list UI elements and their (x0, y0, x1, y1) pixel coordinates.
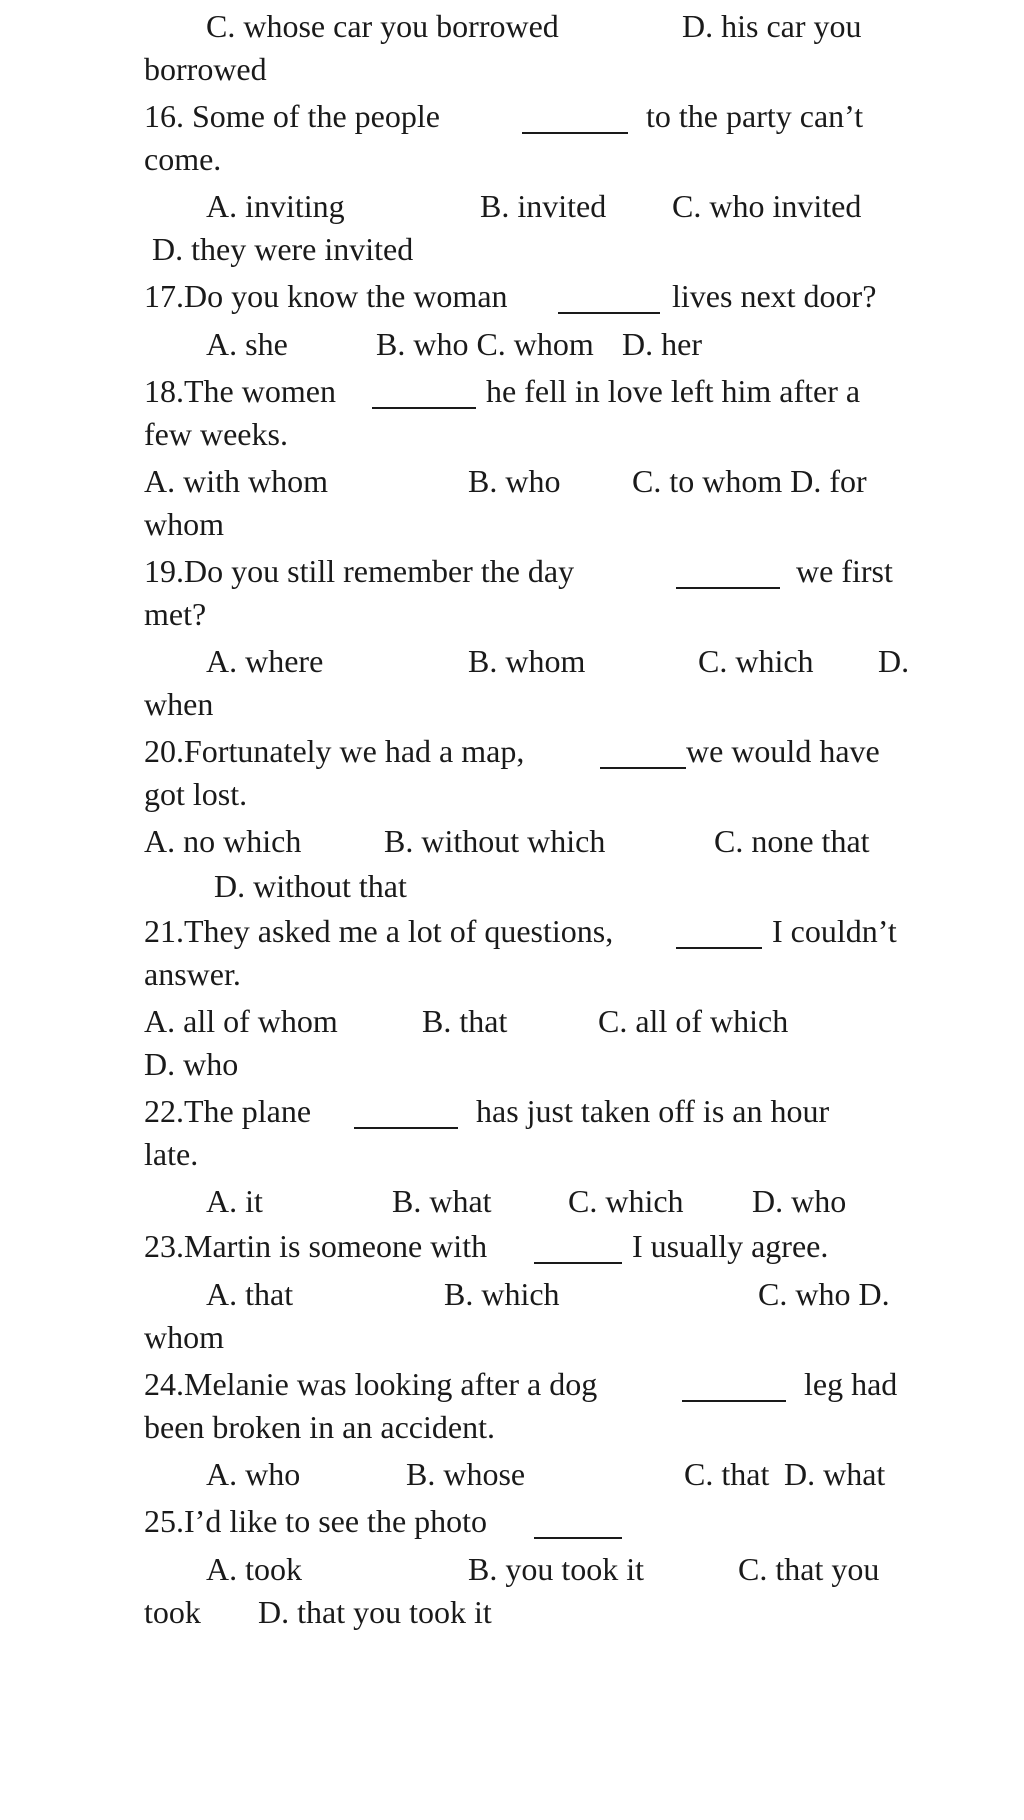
q23-stem-part2: I usually agree. (632, 1228, 829, 1264)
q17-option-d: D. her (622, 326, 702, 362)
q21-stem-part1: 21.They asked me a lot of questions, (144, 913, 614, 949)
q22-option-b: B. what (392, 1183, 492, 1219)
q25-blank (534, 1513, 622, 1539)
q24-stem-part1: 24.Melanie was looking after a dog (144, 1366, 598, 1402)
q17-option-b-c: B. who C. whom (376, 326, 594, 362)
q19-option-d-cont: when (144, 686, 214, 722)
q18-option-b: B. who (468, 463, 561, 499)
q24-blank (682, 1376, 786, 1402)
q20-stem-part1: 20.Fortunately we had a map, (144, 733, 525, 769)
q17-stem-part2: lives next door? (672, 278, 877, 314)
q21-option-d: D. who (144, 1046, 239, 1082)
q15-option-c: C. whose car you borrowed (206, 8, 559, 44)
q23-option-a: A. that (206, 1276, 294, 1312)
q21-option-b: B. that (422, 1003, 508, 1039)
q23-option-c-d: C. who D. (758, 1276, 890, 1312)
q23-option-d-cont: whom (144, 1319, 224, 1355)
q22-stem-part2: has just taken off is an hour (476, 1093, 830, 1129)
q24-option-a: A. who (206, 1456, 301, 1492)
q18-option-c-d: C. to whom D. for (632, 463, 867, 499)
q20-option-b: B. without which (384, 823, 606, 859)
q16-option-d: D. they were invited (152, 231, 414, 267)
q18-option-d-cont: whom (144, 506, 224, 542)
q21-blank (676, 923, 762, 949)
q24-option-c: C. that (684, 1456, 770, 1492)
q16-stem-part1: 16. Some of the people (144, 98, 440, 134)
q16-stem-part3: come. (144, 141, 222, 177)
q20-option-d: D. without that (214, 868, 407, 904)
q15-option-d-cont: borrowed (144, 51, 267, 87)
q22-blank (354, 1103, 458, 1129)
q22-option-d: D. who (752, 1183, 847, 1219)
q24-option-b: B. whose (406, 1456, 526, 1492)
q18-stem-part1: 18.The women (144, 373, 336, 409)
q16-stem-part2: to the party can’t (646, 98, 864, 134)
q20-stem-part2: we would have (686, 733, 880, 769)
q16-option-a: A. inviting (206, 188, 345, 224)
q17-option-a: A. she (206, 326, 288, 362)
q22-stem-part3: late. (144, 1136, 199, 1172)
q18-stem-part3: few weeks. (144, 416, 288, 452)
q18-stem-part2: he fell in love left him after a (486, 373, 861, 409)
q19-option-b: B. whom (468, 643, 586, 679)
q22-stem-part1: 22.The plane (144, 1093, 312, 1129)
q23-stem-part1: 23.Martin is someone with (144, 1228, 488, 1264)
q25-option-c-cont: took (144, 1594, 201, 1630)
q19-stem-part3: met? (144, 596, 207, 632)
q15-option-d: D. his car you (682, 8, 862, 44)
q25-option-a: A. took (206, 1551, 302, 1587)
q24-stem-part2: leg had (804, 1366, 898, 1402)
q23-blank (534, 1238, 622, 1264)
q24-stem-part3: been broken in an accident. (144, 1409, 495, 1445)
q16-option-c: C. who invited (672, 188, 862, 224)
q22-option-c: C. which (568, 1183, 684, 1219)
q16-option-b: B. invited (480, 188, 607, 224)
q21-stem-part2: I couldn’t (772, 913, 897, 949)
q18-blank (372, 383, 476, 409)
q25-option-d: D. that you took it (258, 1594, 492, 1630)
q20-option-a: A. no which (144, 823, 302, 859)
q19-blank (676, 563, 780, 589)
q19-option-c: C. which (698, 643, 814, 679)
q19-stem-part2: we first (796, 553, 893, 589)
q16-blank (522, 108, 628, 134)
q17-blank (558, 288, 660, 314)
q25-option-c: C. that you (738, 1551, 880, 1587)
q17-stem-part1: 17.Do you know the woman (144, 278, 508, 314)
q22-option-a: A. it (206, 1183, 263, 1219)
q20-blank (600, 743, 686, 769)
q19-option-a: A. where (206, 643, 324, 679)
q18-option-a: A. with whom (144, 463, 328, 499)
q25-stem: 25.I’d like to see the photo (144, 1503, 488, 1539)
q19-stem-part1: 19.Do you still remember the day (144, 553, 575, 589)
q21-stem-part3: answer. (144, 956, 241, 992)
q21-option-a: A. all of whom (144, 1003, 338, 1039)
q20-stem-part3: got lost. (144, 776, 248, 812)
q21-option-c: C. all of which (598, 1003, 789, 1039)
q19-option-d: D. (878, 643, 910, 679)
q24-option-d: D. what (784, 1456, 886, 1492)
q20-option-c: C. none that (714, 823, 870, 859)
q23-option-b: B. which (444, 1276, 560, 1312)
q25-option-b: B. you took it (468, 1551, 645, 1587)
